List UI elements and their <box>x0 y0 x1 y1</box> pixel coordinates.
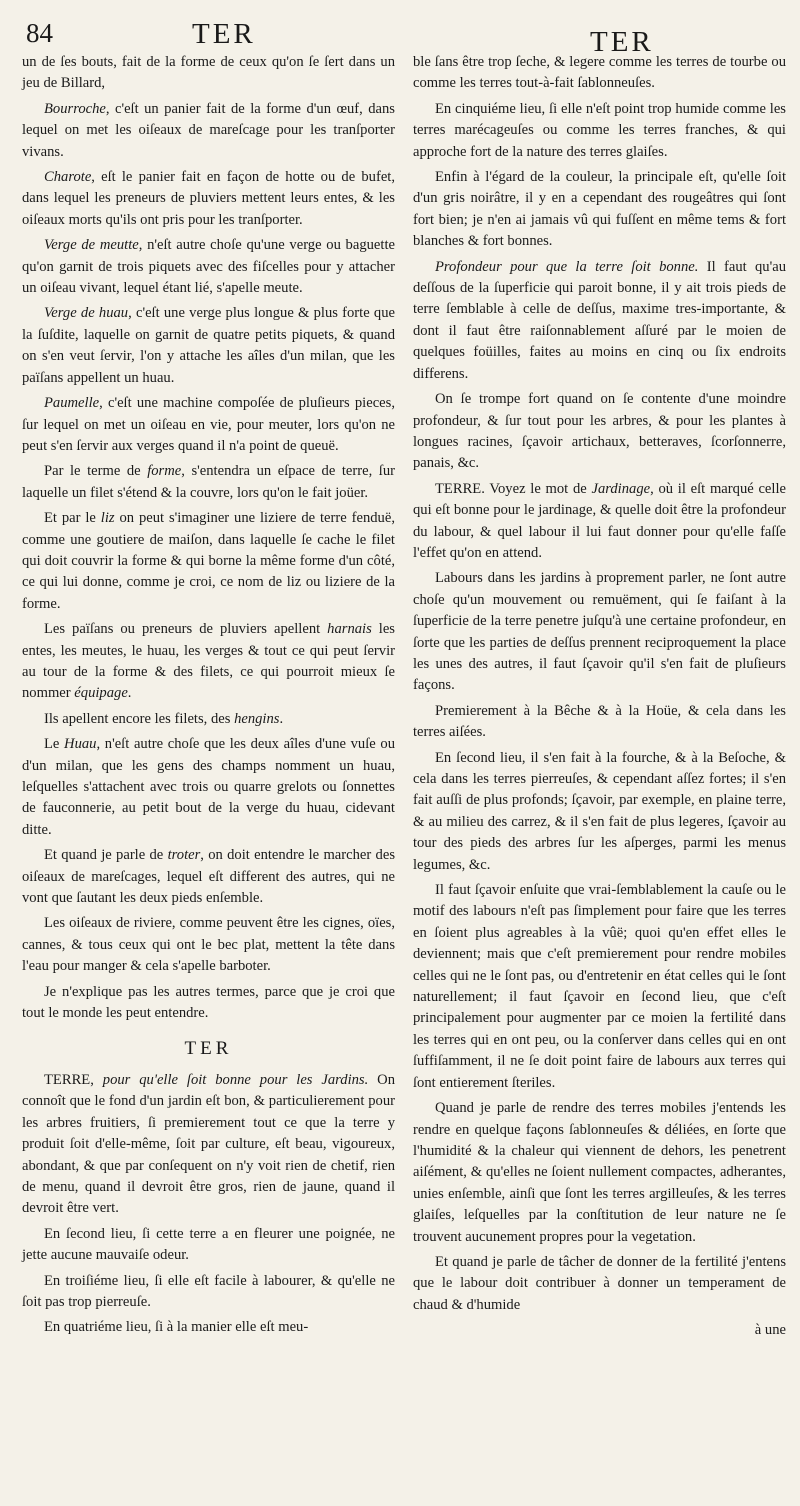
text-run: , s'entendra un eſpace de terre, ſur laquelle un filet s'étend & la couvre, lors qu'on le fait joüer. <box>22 463 395 501</box>
paragraph-troter <box>22 845 395 909</box>
paragraph: Labours dans les jardins à proprement parler, ne ſont autre choſe qu'un mouvement ou remuëment, qui ſe faiſant à la ſuperficie de la terre penetre juſqu'à une certaine profondeur, en ſorte que les parties de deſſus prennent reciproquement la place les unes des autres, il faut ſçavoir qu'il s'en fait de pluſieurs façons. <box>413 570 786 694</box>
entry-paumelle <box>22 393 395 457</box>
entry-terre-2 <box>413 479 786 565</box>
paragraph-huau <box>22 734 395 841</box>
entry-term: Verge de meutte <box>44 237 139 254</box>
entry-profondeur <box>413 257 786 385</box>
running-head-left: TER <box>192 18 256 50</box>
entry-text: On connoît que le fond d'un jardin eſt bon, & particulierement pour les arbres fruitiers, ſi premierement tout ce que la terre y produit ſoit d'elle-même, ſoit par culture, eſt beau, vigoureux, abondant, & que par conſequent on n'y voit rien de chetif, rien de menu, quand il devroit être gros, rien de jaune, quand il devroit être vert. <box>22 1071 395 1217</box>
entry-term: harnais <box>327 621 372 638</box>
entry-text: , c'eſt un panier fait de la forme d'un œuf, dans lequel on met les oiſeaux de mareſcage pour les tranſporter vivans. <box>22 100 395 160</box>
entry-text: , eſt le panier fait en façon de hotte ou de bufet, dans lequel les preneurs de pluviers mettent leurs entes, & les oiſeaux morts qu'ils ont pris pour les tranſporter. <box>22 169 395 228</box>
paragraph-riviere: Les oiſeaux de riviere, comme peuvent être les cignes, oïes, cannes, & tous ceux qui ont le bec plat, mettent la tête dans l'eau pour manger & cela s'apelle barboter. <box>22 915 395 975</box>
paragraph-hengins <box>22 709 395 730</box>
catchword: à une <box>754 1322 786 1339</box>
entry-headword: TERRE. <box>435 480 485 497</box>
entry-term: Verge de huau <box>44 305 129 322</box>
entry-text: , c'eſt une machine compoſée de pluſieurs pieces, ſur lequel on met un oiſeau en vie, pour meuter, lors qu'on ne peut s'en ſervir aux verges quand il n'a point de queuë. <box>22 395 395 454</box>
paragraph: Et quand je parle de tâcher de donner de la fertilité j'entens que le labour doit contribuer à donner un temperament de chaud & d'humide <box>413 1253 786 1313</box>
entry-term: Profondeur pour que la terre ſoit bonne. <box>435 258 699 275</box>
text-run: Voyez le mot de <box>484 480 592 497</box>
text-run: les entes, les meutes, le huau, les verges & tout ce qui peut ſervir au tour de la forme & des filets, ce qui pourroit mieux ſe nommer <box>22 621 395 702</box>
text-run: Les païſans ou preneurs de pluviers apellent <box>44 621 328 638</box>
paragraph-forme <box>22 461 395 504</box>
paragraph: Premierement à la Bêche & à la Hoüe, & cela dans les terres aiſées. <box>413 702 786 741</box>
entry-bourroche <box>22 99 395 163</box>
text-run: Et quand je parle de <box>44 847 168 864</box>
entry-verge-de-meutte <box>22 235 395 299</box>
running-head-right: TER <box>590 26 654 58</box>
paragraph-liz <box>22 508 395 615</box>
entry-subtitle: pour qu'elle ſoit bonne pour les Jardins. <box>93 1071 369 1088</box>
right-column <box>413 52 786 1346</box>
entry-term: liz <box>100 510 115 527</box>
entry-term: Bourroche <box>44 100 106 117</box>
paragraph: Enfin à l'égard de la couleur, la principale eſt, qu'elle ſoit d'un gris noirâtre, il y en a cependant des rougeâtres qui ſont fort bien; je n'en ai jamais vû qui fuſſent en même tems & fort blanches & fort bonnes. <box>413 169 786 250</box>
entry-term: Huau <box>64 736 97 753</box>
entry-charote <box>22 167 395 231</box>
paragraph-quatrieme: En quatriéme lieu, ſi à la manier elle eſt meu- <box>44 1319 309 1336</box>
paragraph: Quand je parle de rendre des terres mobiles j'entends les rendre en quelque façons ſablonneuſes & déliées, en ſorte que l'humidité & la chaleur qui viennent de dehors, les penetrent aiſément, & qu'elles ne ſoient nullement compactes, adherantes, unies enſemble, ainſi que ſont les terres argilleuſes, & les terres glaiſes, leſquelles par la conſtitution de leur nature ne ſe trouvent aucunement propres pour la vegetation. <box>413 1100 786 1245</box>
paragraph: ble ſans être trop ſeche, & legere comme les terres de tourbe ou comme les terres tout-à-fait ſablonneuſes. <box>413 54 786 92</box>
paragraph-explique: Je n'explique pas les autres termes, parce que je croi que tout le monde les peut entendre. <box>22 983 395 1022</box>
paragraph-harnais <box>22 619 395 705</box>
entry-term: hengins <box>234 710 280 727</box>
paragraph: Il faut ſçavoir enſuite que vrai-ſemblablement la cauſe ou le motif des labours n'eſt pas ſimplement pour faire que les terres en ſoient plus agreables à la vûë; quoi qu'en effet elles le deviennent; mais que c'eſt premierement pour rendre mobiles celles qui ne le ſont pas, ou d'entretenir en état celles qui le ſont naturellement; il faut ſçavoir en ſecond lieu, que c'eſt principalement pour augmenter par ce moien la fertilité dans les terres qui en ont peu, ou la conſerver dans celles qui en ont ſuffiſamment, il ne ſe doit point faire de labours aux terres qui ſont entierement ſteriles. <box>413 882 786 1091</box>
entry-headword: TERRE, <box>44 1071 94 1088</box>
entry-term: équipage <box>74 685 128 702</box>
entry-verge-de-huau <box>22 303 395 389</box>
entry-terre <box>22 1070 395 1220</box>
entry-term: Jardinage <box>591 480 651 497</box>
text-run: . <box>279 710 284 727</box>
text-run: on peut s'imaginer une liziere de terre fenduë, comme une goutiere de maiſon, dans laquelle ſe cache le filet qui doit couvrir la forme & qui borne la même forme d'un côté, ce qui lui donne, comme je croi, ce nom de liz ou liziere de la forme. <box>22 510 395 612</box>
paragraph-troisieme: En troiſiéme lieu, ſi elle eſt facile à labourer, & qu'elle ne ſoit pas trop pierreuſe. <box>22 1272 395 1310</box>
text-run: Et par le <box>44 510 101 527</box>
section-heading: TER <box>184 1038 233 1060</box>
entry-text: Il faut qu'au deſſous de la ſuperficie qui paroit bonne, il y ait trois pieds de terre ſemblable à celle de deſſus, maxime tres-importante, & dont il faut être raiſonnablement aſſuré par le moien de quelques foüilles, faites au moins en cinq ou ſix endroits differens. <box>413 258 787 382</box>
left-column <box>22 52 395 1346</box>
paragraph-second: En ſecond lieu, ſi cette terre a en fleurer une poignée, ne jette aucune mauvaiſe odeur. <box>22 1225 395 1264</box>
text-run: , on doit entendre le marcher des oiſeaux de mareſcages, lequel eſt different des autres, qui ne vont que ſautant les deux pieds enſemble. <box>22 847 396 907</box>
text-run: , où il eſt marqué celle qui eſt bonne pour le jardinage, & quelle doit être la profondeur du labour, & quel labour il lui faut donner pour qu'elle faſſe l'effet qu'on en attend. <box>413 480 786 561</box>
text-run: . <box>127 685 132 702</box>
entry-term: Charote <box>44 169 92 186</box>
paragraph: un de ſes bouts, fait de la forme de ceux qu'on ſe ſert dans un jeu de Billard, <box>22 54 395 92</box>
page-header <box>22 16 786 58</box>
entry-term: troter <box>167 847 201 864</box>
entry-term: Paumelle <box>44 395 100 412</box>
text-run: Par le terme de <box>44 463 148 480</box>
entry-term: forme <box>147 463 182 480</box>
paragraph: En cinquiéme lieu, ſi elle n'eſt point trop humide comme les terres marécageuſes ou comme les terres franches, & qui approche fort de la nature des terres glaiſes. <box>413 100 786 160</box>
paragraph: On ſe trompe fort quand on ſe contente d'une moindre profondeur, & ſur tout pour les arbres, & pour les plantes à longues racines, ſçavoir artichaux, betteraves, ſcorſonnerre, panais, &c. <box>413 391 786 472</box>
text-run: Ils apellent encore les filets, des <box>44 710 235 727</box>
page-number: 84 <box>26 18 53 48</box>
entry-text: , n'eſt autre choſe qu'une verge ou baguette qu'on garnit de trois piquets avec des fiſcelles pour y attacher un oiſeau vivant, lequel étant lié, s'apelle meute. <box>22 237 395 297</box>
paragraph: En ſecond lieu, il s'en fait à la fourche, & à la Beſoche, & cela dans les terres pierreuſes, & cependant aſſez fortes; il s'en fait auſſi de plus profonds; ſçavoir, par exemple, en plaine terre, & au milieu des carrez, & il s'en fait de plus legeres, ſçavoir au tour des pieds des arbres ſur les aſperges, parmi les menus legumes, &c. <box>413 749 786 873</box>
text-run: Le <box>44 736 65 753</box>
text-columns <box>22 52 786 1346</box>
entry-text: , c'eſt une verge plus longue & plus forte que la ſuſdite, laquelle on garnit de quatre petits piquets, & quand on s'en veut ſervir, l'on y attache les aîles d'un milan, que les païſans appellent un huau. <box>22 305 395 386</box>
text-run: , n'eſt autre choſe que les deux aîles d'une vuſe ou d'un milan, que les gens des champs nomment un huau, leſquelles s'attachent avec trois ou quarre grelots ou ſonnettes de fauconnerie, au petit bout de la verge du huau, cidevant ditte. <box>22 736 395 838</box>
